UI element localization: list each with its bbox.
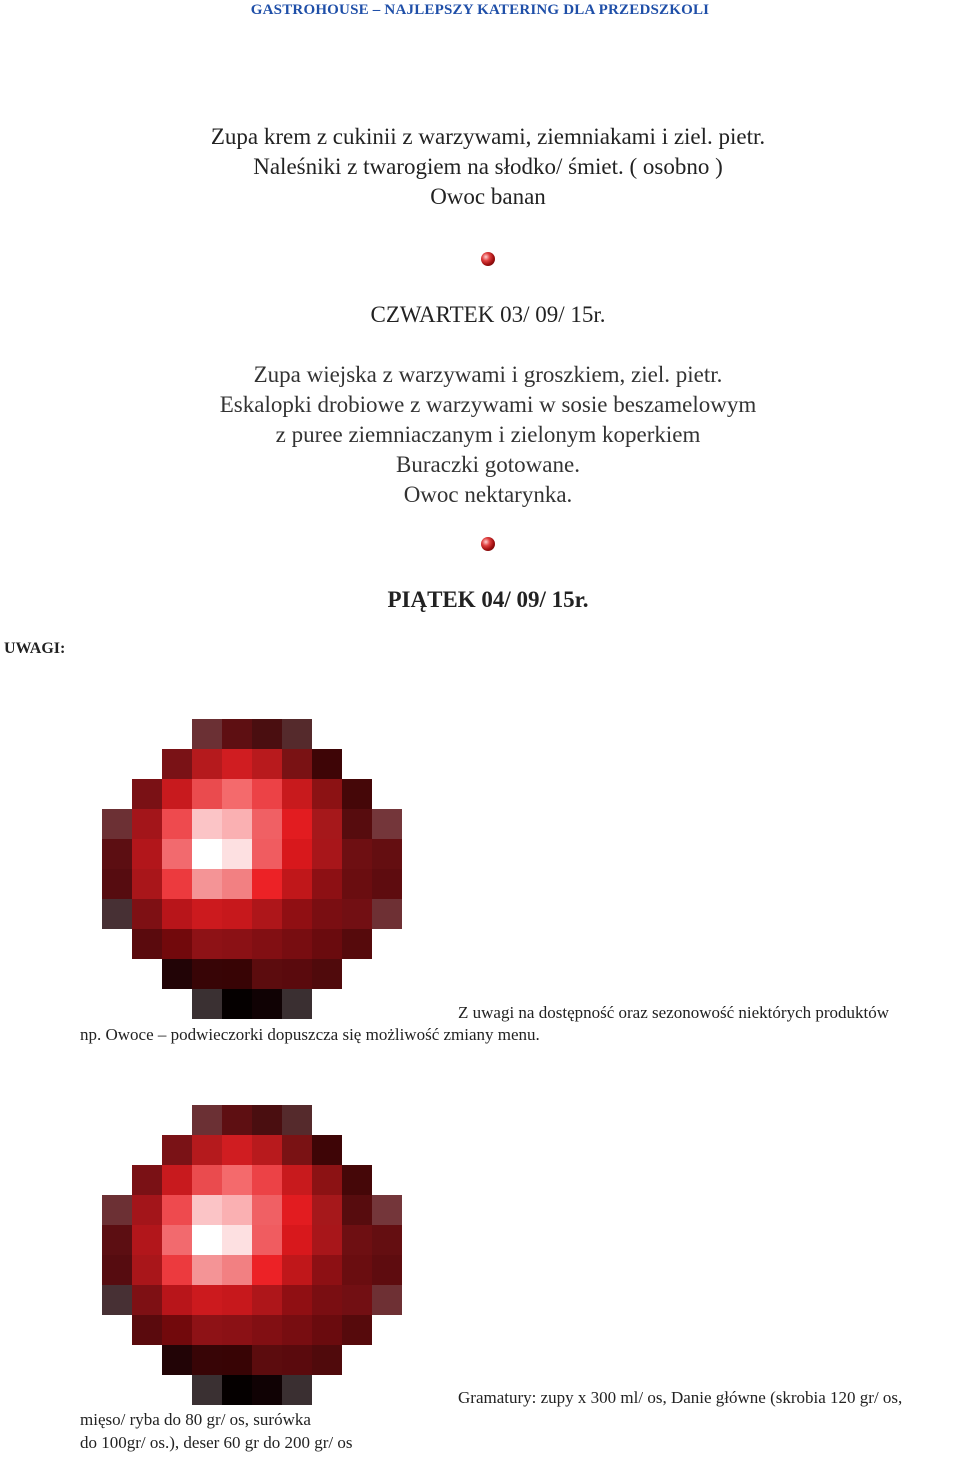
ball-pixel (252, 989, 282, 1019)
ball-pixel (342, 779, 372, 809)
wednesday-menu (0, 122, 960, 212)
ball-pixel (192, 1105, 222, 1135)
ball-pixel (192, 779, 222, 809)
ball-pixel (342, 899, 372, 929)
ball-pixel (342, 1165, 372, 1195)
ball-pixel (342, 1255, 372, 1285)
ball-pixel (282, 1165, 312, 1195)
ball-pixel (162, 839, 192, 869)
ball-pixel (102, 1255, 132, 1285)
ball-pixel (162, 959, 192, 989)
red-ball-bullet-icon (102, 1105, 402, 1405)
ball-pixel (222, 1165, 252, 1195)
ball-pixel (132, 899, 162, 929)
ball-pixel (192, 899, 222, 929)
ball-pixel (312, 1225, 342, 1255)
ball-pixel (282, 1105, 312, 1135)
ball-pixel (252, 1315, 282, 1345)
ball-pixel (132, 779, 162, 809)
ball-pixel (222, 719, 252, 749)
ball-pixel (192, 1135, 222, 1165)
red-ball-bullet-icon (481, 537, 495, 551)
ball-pixel (162, 899, 192, 929)
thursday-title: CZWARTEK 03/ 09/ 15r. (370, 302, 606, 327)
ball-pixel (132, 1225, 162, 1255)
ball-pixel (252, 779, 282, 809)
ball-pixel (312, 869, 342, 899)
ball-pixel (342, 929, 372, 959)
ball-pixel (282, 1285, 312, 1315)
portions-note-line: do 100gr/ os.), deser 60 gr do 200 gr/ os (80, 1433, 353, 1452)
ball-pixel (372, 809, 402, 839)
red-ball-bullet-icon (481, 252, 495, 266)
ball-pixel (192, 809, 222, 839)
menu-line: Zupa wiejska z warzywami i groszkiem, ziel. pietr. (253, 362, 723, 387)
ball-pixel (162, 1345, 192, 1375)
ball-pixel (312, 1315, 342, 1345)
ball-pixel (192, 1255, 222, 1285)
ball-pixel (252, 1165, 282, 1195)
friday-title: PIĄTEK 04/ 09/ 15r. (387, 587, 589, 612)
ball-pixel (102, 869, 132, 899)
ball-pixel (342, 869, 372, 899)
ball-pixel (192, 869, 222, 899)
ball-pixel (312, 1345, 342, 1375)
menu-line: Owoc nektarynka. (403, 482, 573, 507)
ball-pixel (372, 1285, 402, 1315)
ball-pixel (282, 959, 312, 989)
menu-line: Eskalopki drobiowe z warzywami w sosie beszamelowym (219, 392, 757, 417)
ball-pixel (192, 839, 222, 869)
ball-pixel (282, 1375, 312, 1405)
portions-note-line: Gramatury: zupy x 300 ml/ os, Danie główne (skrobia 120 gr/ os, (458, 1388, 903, 1407)
availability-note-line: np. Owoce – podwieczorki dopuszcza się możliwość zmiany menu. (80, 1025, 540, 1044)
ball-pixel (222, 1285, 252, 1315)
ball-pixel (342, 1285, 372, 1315)
ball-pixel (252, 749, 282, 779)
ball-pixel (282, 1315, 312, 1345)
ball-pixel (162, 779, 192, 809)
ball-pixel (312, 899, 342, 929)
ball-pixel (222, 959, 252, 989)
ball-pixel (192, 1345, 222, 1375)
ball-pixel (192, 1165, 222, 1195)
ball-pixel (132, 869, 162, 899)
ball-pixel (252, 809, 282, 839)
ball-pixel (222, 869, 252, 899)
ball-pixel (282, 1345, 312, 1375)
ball-pixel (372, 899, 402, 929)
ball-pixel (342, 839, 372, 869)
ball-pixel (132, 1285, 162, 1315)
ball-pixel (192, 1225, 222, 1255)
ball-pixel (222, 899, 252, 929)
ball-pixel (372, 1225, 402, 1255)
ball-pixel (162, 1165, 192, 1195)
ball-pixel (192, 929, 222, 959)
ball-pixel (282, 1255, 312, 1285)
ball-pixel (252, 1285, 282, 1315)
ball-pixel (162, 1135, 192, 1165)
ball-pixel (252, 1345, 282, 1375)
menu-line: Buraczki gotowane. (396, 452, 580, 477)
ball-pixel (312, 1165, 342, 1195)
ball-pixel (192, 959, 222, 989)
ball-pixel (282, 869, 312, 899)
ball-pixel (222, 1315, 252, 1345)
ball-pixel (162, 1315, 192, 1345)
ball-pixel (282, 1135, 312, 1165)
ball-pixel (372, 869, 402, 899)
ball-pixel (282, 1225, 312, 1255)
friday-section (0, 585, 960, 615)
ball-pixel (252, 959, 282, 989)
ball-pixel (222, 839, 252, 869)
ball-pixel (342, 1315, 372, 1345)
ball-pixel (132, 1165, 162, 1195)
menu-line: z puree ziemniaczanym i zielonym koperkiem (275, 422, 701, 447)
ball-pixel (192, 1195, 222, 1225)
ball-pixel (312, 809, 342, 839)
ball-pixel (312, 779, 342, 809)
ball-pixel (312, 1285, 342, 1315)
ball-pixel (162, 1285, 192, 1315)
ball-pixel (372, 1255, 402, 1285)
ball-pixel (252, 1255, 282, 1285)
ball-pixel (162, 749, 192, 779)
ball-pixel (342, 1225, 372, 1255)
ball-pixel (192, 1375, 222, 1405)
ball-pixel (282, 809, 312, 839)
ball-pixel (312, 839, 342, 869)
ball-pixel (252, 1105, 282, 1135)
ball-pixel (222, 749, 252, 779)
ball-pixel (312, 749, 342, 779)
red-ball-bullet-icon (102, 719, 402, 1019)
menu-line: Naleśniki z twarogiem na słodko/ śmiet. ( osobno ) (253, 154, 723, 179)
ball-pixel (132, 1255, 162, 1285)
ball-pixel (162, 1195, 192, 1225)
ball-pixel (132, 1195, 162, 1225)
ball-pixel (252, 929, 282, 959)
ball-pixel (252, 899, 282, 929)
page-header: GASTROHOUSE – NAJLEPSZY KATERING DLA PRZEDSZKOLI (250, 2, 710, 18)
ball-pixel (222, 809, 252, 839)
ball-pixel (102, 809, 132, 839)
menu-line: Owoc banan (430, 184, 546, 209)
ball-pixel (222, 989, 252, 1019)
ball-pixel (222, 929, 252, 959)
ball-pixel (252, 719, 282, 749)
ball-pixel (102, 1195, 132, 1225)
ball-pixel (282, 779, 312, 809)
ball-pixel (102, 1285, 132, 1315)
ball-pixel (192, 1285, 222, 1315)
thursday-menu (0, 360, 960, 510)
ball-pixel (102, 1225, 132, 1255)
ball-pixel (372, 1195, 402, 1225)
ball-pixel (162, 929, 192, 959)
ball-pixel (252, 1195, 282, 1225)
ball-pixel (222, 1345, 252, 1375)
ball-pixel (282, 1195, 312, 1225)
ball-pixel (252, 1225, 282, 1255)
ball-pixel (102, 899, 132, 929)
ball-pixel (192, 719, 222, 749)
ball-pixel (252, 869, 282, 899)
notes-label: UWAGI: (4, 640, 66, 657)
ball-pixel (312, 1135, 342, 1165)
ball-pixel (282, 899, 312, 929)
ball-pixel (132, 1315, 162, 1345)
ball-pixel (162, 1225, 192, 1255)
ball-pixel (162, 869, 192, 899)
ball-pixel (102, 839, 132, 869)
portions-note-line: mięso/ ryba do 80 gr/ os, surówka (80, 1410, 311, 1429)
ball-pixel (312, 1255, 342, 1285)
ball-pixel (132, 809, 162, 839)
ball-pixel (342, 1195, 372, 1225)
ball-pixel (192, 749, 222, 779)
ball-pixel (192, 1315, 222, 1345)
ball-pixel (132, 839, 162, 869)
ball-pixel (252, 1375, 282, 1405)
ball-pixel (282, 929, 312, 959)
ball-pixel (132, 929, 162, 959)
availability-note-line: Z uwagi na dostępność oraz sezonowość niektórych produktów (458, 1003, 890, 1022)
ball-pixel (162, 1255, 192, 1285)
ball-pixel (282, 989, 312, 1019)
ball-pixel (282, 749, 312, 779)
ball-pixel (222, 1255, 252, 1285)
ball-pixel (192, 989, 222, 1019)
ball-pixel (282, 839, 312, 869)
ball-pixel (222, 1375, 252, 1405)
ball-pixel (222, 1105, 252, 1135)
thursday-section (0, 300, 960, 330)
ball-pixel (222, 1195, 252, 1225)
ball-pixel (222, 1225, 252, 1255)
ball-pixel (222, 1135, 252, 1165)
ball-pixel (312, 929, 342, 959)
ball-pixel (252, 1135, 282, 1165)
ball-pixel (252, 839, 282, 869)
ball-pixel (312, 959, 342, 989)
menu-line: Zupa krem z cukinii z warzywami, ziemniakami i ziel. pietr. (210, 124, 766, 149)
ball-pixel (222, 779, 252, 809)
ball-pixel (282, 719, 312, 749)
ball-pixel (372, 839, 402, 869)
ball-pixel (342, 809, 372, 839)
ball-pixel (312, 1195, 342, 1225)
ball-pixel (162, 809, 192, 839)
